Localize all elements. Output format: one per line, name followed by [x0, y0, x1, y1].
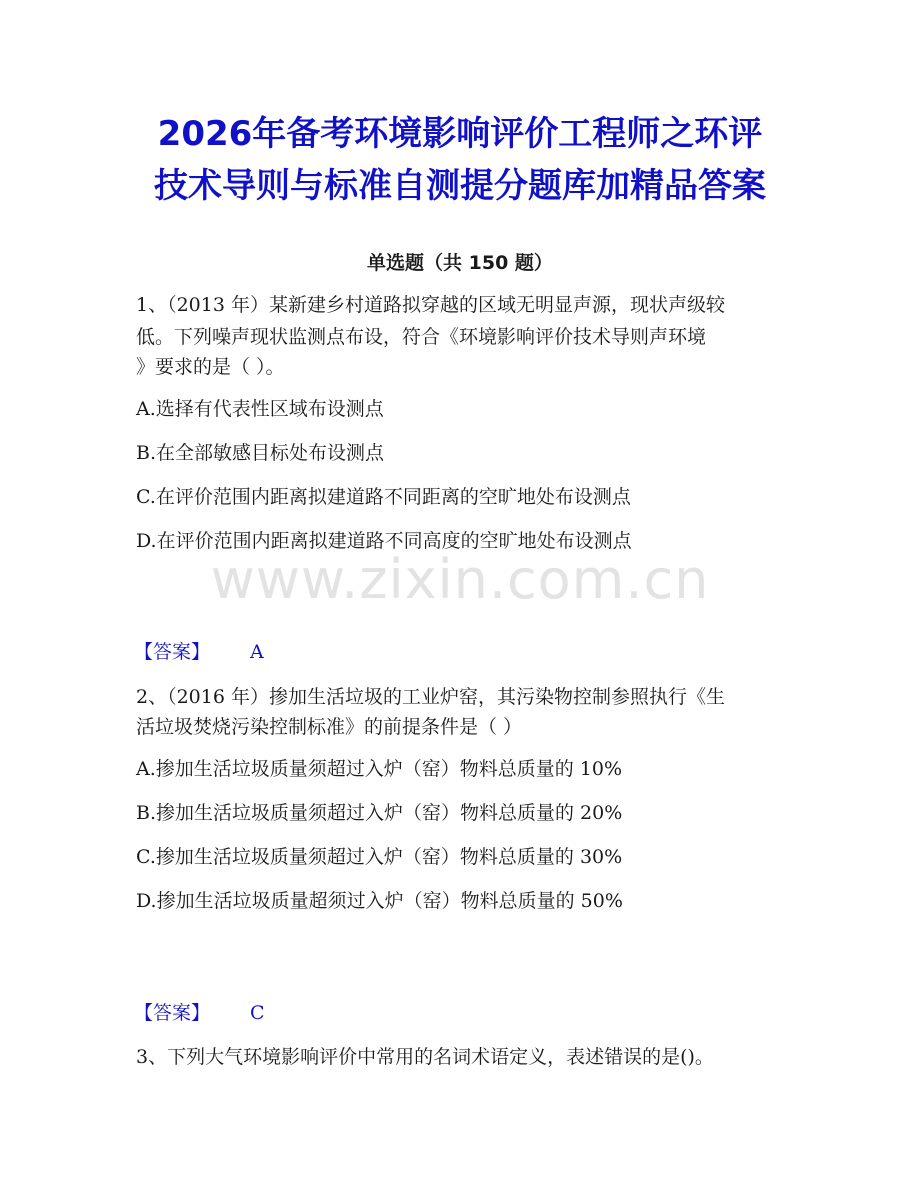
question-text-line: 活垃圾焚烧污染控制标准》的前提条件是（ ） — [136, 716, 523, 738]
title-line-2: 技术导则与标准自测提分题库加精品答案 — [154, 166, 766, 206]
option-a: A.掺加生活垃圾质量须超过入炉（窑）物料总质量的 10% — [136, 758, 623, 780]
question-text-line: 2、（2016 年）掺加生活垃圾的工业炉窑，其污染物控制参照执行《生 — [136, 686, 725, 708]
section-heading: 单选题（共 150 题） — [367, 252, 553, 274]
answer-label: 【答案】 — [134, 1002, 211, 1024]
option-d: D.在评价范围内距离拟建道路不同高度的空旷地处布设测点 — [136, 530, 632, 552]
question-text-line: 》要求的是（ ）。 — [136, 356, 285, 378]
option-c: C.掺加生活垃圾质量须超过入炉（窑）物料总质量的 30% — [136, 846, 623, 868]
option-c: C.在评价范围内距离拟建道路不同距离的空旷地处布设测点 — [136, 486, 631, 508]
answer-label: 【答案】 — [134, 641, 211, 663]
option-b: B.在全部敏感目标处布设测点 — [136, 442, 385, 464]
option-b: B.掺加生活垃圾质量须超过入炉（窑）物料总质量的 20% — [136, 802, 623, 824]
title-line-1: 2026年备考环境影响评价工程师之环评 — [157, 114, 763, 154]
question-text-line: 3、下列大气环境影响评价中常用的名词术语定义，表述错误的是()。 — [136, 1046, 714, 1068]
option-d: D.掺加生活垃圾质量超须过入炉（窑）物料总质量的 50% — [136, 890, 623, 912]
question-text-line: 1、（2013 年）某新建乡村道路拟穿越的区域无明显声源，现状声级较 — [136, 294, 725, 316]
question-text-line: 低。下列噪声现状监测点布设，符合《环境影响评价技术导则声环境 — [136, 326, 707, 348]
watermark: www.zixin.com.cn — [210, 548, 710, 611]
answer-value: A — [250, 641, 264, 663]
option-a: A.选择有代表性区域布设测点 — [136, 398, 384, 420]
answer-value: C — [250, 1002, 265, 1024]
